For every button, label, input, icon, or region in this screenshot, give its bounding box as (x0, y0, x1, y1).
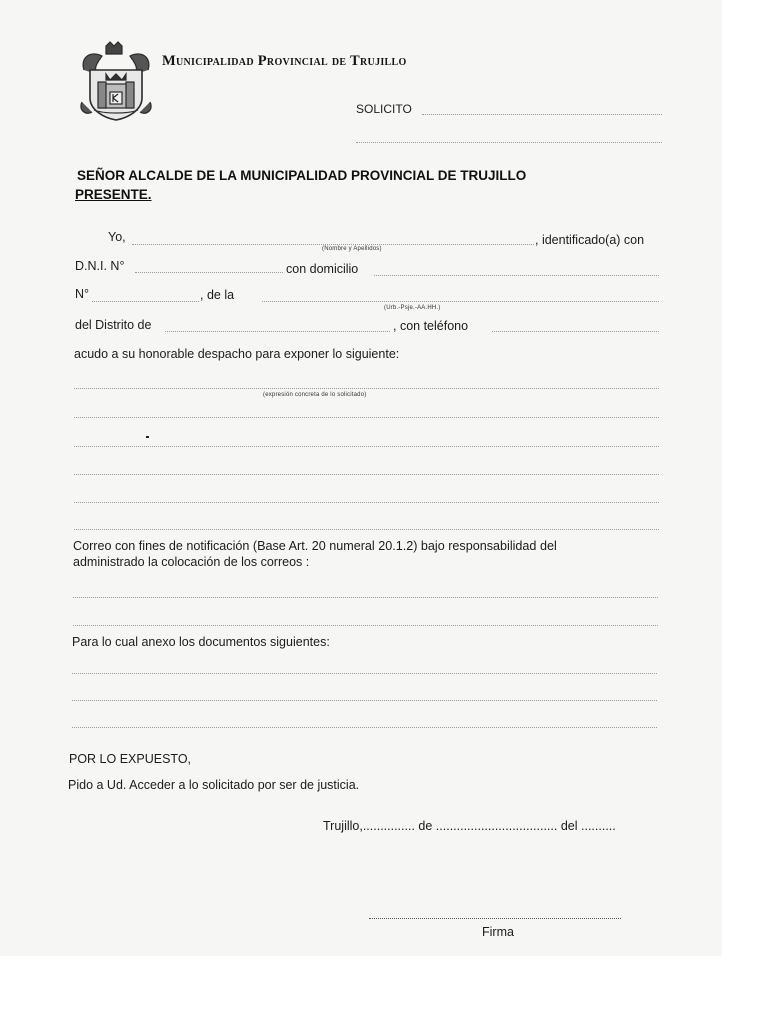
expone-label: acudo a su honorable despacho para exponer lo siguiente: (74, 347, 400, 361)
yo-label: Yo, (108, 230, 126, 244)
de-la-label: , de la (200, 288, 235, 302)
date-line (323, 819, 616, 833)
day-field[interactable]: ............... (362, 819, 415, 833)
date-de: de (418, 819, 433, 833)
por-lo-expuesto: POR LO EXPUESTO, (69, 752, 192, 766)
solicito-field-line2[interactable] (356, 142, 662, 143)
municipal-crest-icon (76, 40, 156, 124)
name-hint: (Nombre y Apellidos) (322, 246, 382, 252)
pido-text: Pido a Ud. Acceder a lo solicitado por ser de justicia. (68, 778, 360, 792)
signature-line[interactable] (369, 918, 621, 919)
date-prefix: Trujillo, (323, 819, 363, 833)
dni-label: D.N.I. N° (75, 259, 125, 273)
correo-field-1[interactable] (73, 597, 658, 598)
telefono-field[interactable] (492, 331, 659, 332)
correo-field-2[interactable] (73, 625, 658, 626)
correo-text-line2: administrado la colocación de los correos : (73, 555, 310, 569)
distrito-field[interactable] (165, 331, 390, 332)
solicitud-line-2[interactable] (74, 417, 659, 418)
month-field[interactable]: ................................... (435, 819, 558, 833)
firma-label: Firma (482, 925, 514, 939)
solicitud-line-4[interactable] (74, 474, 659, 475)
domicilio-label: con domicilio (286, 262, 359, 276)
numero-field[interactable] (92, 301, 199, 302)
anexo-field-2[interactable] (72, 700, 657, 701)
distrito-label: del Distrito de (75, 318, 152, 332)
urbanizacion-field[interactable] (262, 301, 659, 302)
numero-label: N° (75, 287, 90, 301)
expresion-hint: (expresión concreta de lo solicitado) (263, 392, 367, 398)
telefono-label: , con teléfono (393, 319, 469, 333)
dni-field[interactable] (135, 272, 283, 273)
scan-speck (146, 436, 149, 438)
solicitud-line-6[interactable] (74, 529, 659, 530)
name-field[interactable] (132, 244, 534, 245)
addressee-line: SEÑOR ALCALDE DE LA MUNICIPALIDAD PROVINCIAL DE TRUJILLO (77, 168, 527, 183)
solicitud-line-3[interactable] (74, 446, 659, 447)
urb-hint: (Urb.-Psje.-AA.HH.) (384, 305, 441, 311)
solicitud-line-5[interactable] (74, 502, 659, 503)
date-del: del (560, 819, 578, 833)
solicito-label: SOLICITO (356, 102, 412, 116)
anexos-label: Para lo cual anexo los documentos siguientes: (72, 635, 330, 649)
solicitud-line-1[interactable] (74, 388, 659, 389)
presente-label: PRESENTE. (75, 187, 152, 202)
identificado-label: , identificado(a) con (535, 233, 645, 247)
correo-text-line1: Correo con fines de notificación (Base Art. 20 numeral 20.1.2) bajo responsabilidad del (73, 539, 557, 553)
anexo-field-1[interactable] (72, 673, 657, 674)
domicilio-field[interactable] (374, 275, 659, 276)
institution-title: Municipalidad Provincial de Trujillo (162, 53, 407, 69)
solicito-field-line1[interactable] (422, 114, 662, 115)
anexo-field-3[interactable] (72, 727, 657, 728)
year-field[interactable]: .......... (581, 819, 616, 833)
